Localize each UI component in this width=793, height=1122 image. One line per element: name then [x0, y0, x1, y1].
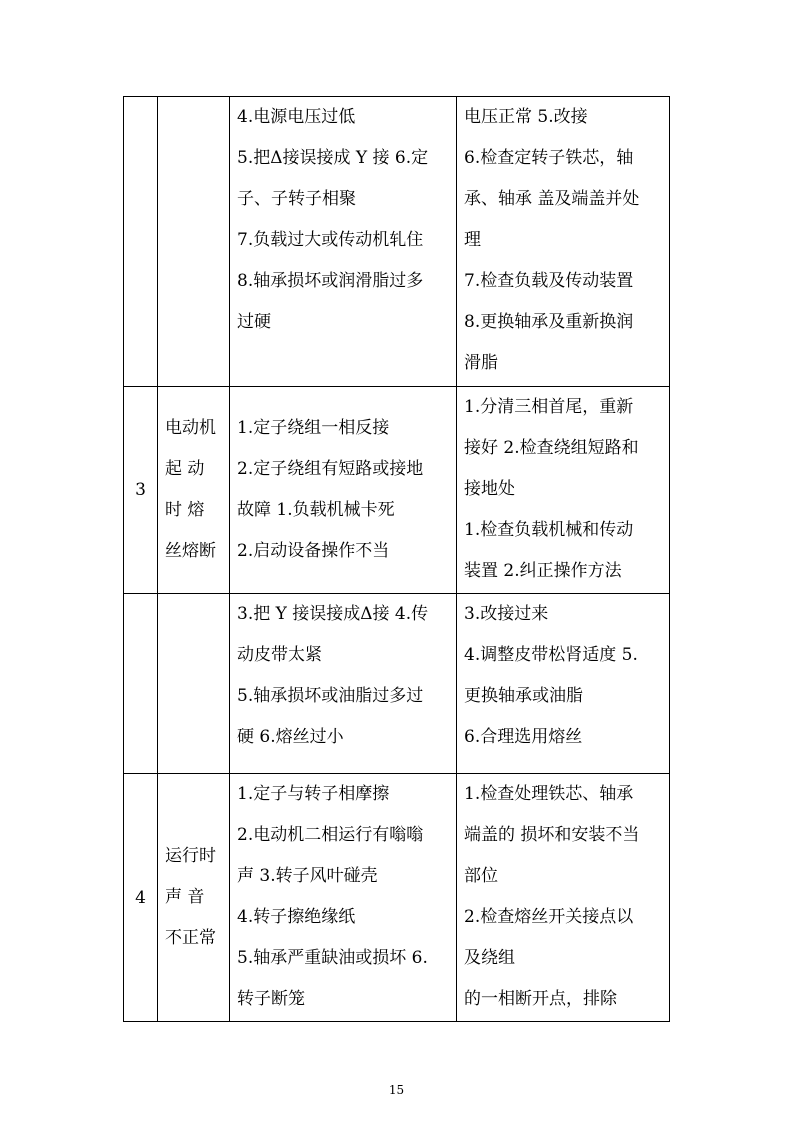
cause-line: 1.定子与转子相摩擦	[237, 784, 390, 804]
symptom-line: 运行时	[165, 846, 216, 866]
remedy-line: 8.更换轴承及重新换润	[464, 312, 634, 332]
remedies-cell	[457, 594, 670, 774]
remedy-line: 2.检查熔丝开关接点以	[464, 907, 634, 927]
symptom-line: 电动机	[165, 418, 216, 438]
causes-cell	[230, 387, 457, 594]
table-row	[124, 97, 670, 387]
cause-line: 硬 6.熔丝过小	[237, 727, 344, 747]
cause-line: 4.转子擦绝缘纸	[237, 907, 356, 927]
cause-line: 2.启动设备操作不当	[237, 541, 390, 561]
fault-table-part-1	[123, 96, 670, 594]
remedy-line: 接地处	[464, 479, 515, 499]
symptom-cell	[158, 97, 230, 387]
row-number	[124, 97, 158, 387]
remedy-line: 电压正常 5.改接	[464, 107, 588, 127]
remedy-line: 3.改接过来	[464, 604, 549, 624]
symptom-cell	[158, 774, 230, 1022]
remedy-line: 部位	[464, 866, 498, 886]
causes-cell	[230, 97, 457, 387]
symptom-cell	[158, 387, 230, 594]
cause-line: 1.定子绕组一相反接	[237, 418, 390, 438]
remedy-line: 更换轴承或油脂	[464, 686, 583, 706]
cause-line: 子、子转子相聚	[237, 189, 356, 209]
remedy-line: 及绕组	[464, 948, 515, 968]
remedy-line: 接好 2.检查绕组短路和	[464, 438, 639, 458]
symptom-line: 丝熔断	[165, 541, 216, 561]
cause-line: 动皮带太紧	[237, 645, 322, 665]
cause-line: 2.定子绕组有短路或接地	[237, 459, 424, 479]
remedy-line: 装置 2.纠正操作方法	[464, 561, 622, 581]
cause-line: 8.轴承损坏或润滑脂过多	[237, 271, 424, 291]
cause-line: 2.电动机二相运行有嗡嗡	[237, 825, 424, 845]
remedy-line: 1.分清三相首尾，重新	[464, 397, 634, 417]
cause-line: 5.把Δ接误接成 Y 接 6.定	[237, 148, 429, 168]
table-row	[124, 387, 670, 594]
table-row	[124, 594, 670, 774]
remedy-line: 1.检查负载机械和传动	[464, 520, 634, 540]
remedy-line: 理	[464, 230, 481, 250]
remedy-line: 6.检查定转子铁芯，轴	[464, 148, 634, 168]
table-row	[124, 774, 670, 1022]
cause-line: 5.轴承损坏或油脂过多过	[237, 686, 424, 706]
cause-line: 5.轴承严重缺油或损坏 6.	[237, 948, 428, 968]
causes-cell	[230, 774, 457, 1022]
page-number: 15	[388, 1083, 405, 1097]
remedy-line: 的一相断开点，排除	[464, 989, 617, 1009]
cause-line: 4.电源电压过低	[237, 107, 356, 127]
remedy-line: 6.合理选用熔丝	[464, 727, 583, 747]
remedy-line: 7.检查负载及传动装置	[464, 271, 634, 291]
symptom-line: 声 音	[165, 887, 205, 907]
cause-line: 声 3.转子风叶碰壳	[237, 866, 378, 886]
remedy-line: 滑脂	[464, 353, 498, 373]
cause-line: 转子断笼	[237, 989, 305, 1009]
row-number: 4	[124, 774, 158, 1022]
remedy-line: 4.调整皮带松肾适度 5.	[464, 645, 638, 665]
remedies-cell	[457, 387, 670, 594]
cause-line: 故障 1.负载机械卡死	[237, 500, 395, 520]
symptom-line: 起 动	[165, 459, 205, 479]
cause-line: 7.负载过大或传动机轧住	[237, 230, 424, 250]
cause-line: 过硬	[237, 312, 271, 332]
row-number	[124, 594, 158, 774]
remedies-cell	[457, 774, 670, 1022]
fault-table-part-2	[123, 593, 670, 1022]
row-number: 3	[124, 387, 158, 594]
remedy-line: 承、轴承 盖及端盖并处	[464, 189, 640, 209]
symptom-cell	[158, 594, 230, 774]
remedies-cell	[457, 97, 670, 387]
symptom-line: 时 熔	[165, 500, 205, 520]
causes-cell	[230, 594, 457, 774]
remedy-line: 端盖的 损坏和安装不当	[464, 825, 640, 845]
symptom-line: 不正常	[165, 928, 216, 948]
remedy-line: 1.检查处理铁芯、轴承	[464, 784, 634, 804]
cause-line: 3.把 Y 接误接成Δ接 4.传	[237, 604, 429, 624]
